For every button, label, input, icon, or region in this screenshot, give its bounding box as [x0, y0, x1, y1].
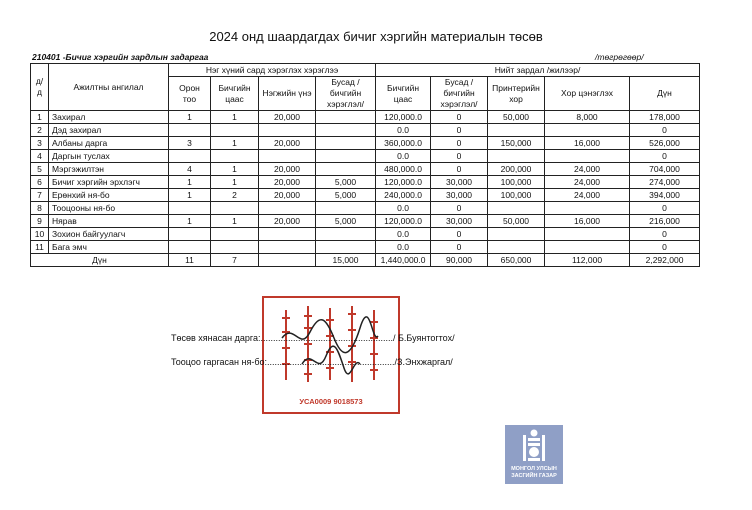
cell-t-paper: 120,000.0 — [376, 215, 431, 228]
cell-sum: 274,000 — [630, 176, 700, 189]
currency-unit: /төгрөгөөр/ — [595, 52, 644, 62]
cell-no: 8 — [31, 202, 49, 215]
header-total-other: Бусад /бичгийн хэрэглэл/ — [431, 77, 488, 111]
cell-no: 7 — [31, 189, 49, 202]
header-printer: Принтерийн хор — [488, 77, 545, 111]
cell-t-other: 30,000 — [431, 176, 488, 189]
cell-printer: 100,000 — [488, 189, 545, 202]
cell-printer: 50,000 — [488, 215, 545, 228]
official-stamp — [262, 296, 400, 414]
total-paper: 7 — [211, 254, 259, 267]
cell-count: 1 — [169, 176, 211, 189]
stamp-seal-graphic — [264, 298, 398, 398]
cell-count: 3 — [169, 137, 211, 150]
cell-count: 4 — [169, 163, 211, 176]
cell-name: Дэд захирал — [49, 124, 169, 137]
budget-subtitle: 210401 -Бичиг хэргийн зардлын задаргаа — [32, 52, 209, 62]
cell-other: 5,000 — [316, 176, 376, 189]
cell-printer: 50,000 — [488, 111, 545, 124]
cell-other — [316, 163, 376, 176]
cell-no: 3 — [31, 137, 49, 150]
cell-other — [316, 241, 376, 254]
cell-sum: 704,000 — [630, 163, 700, 176]
cell-paper: 2 — [211, 189, 259, 202]
total-printer: 650,000 — [488, 254, 545, 267]
total-t-paper: 1,440,000.0 — [376, 254, 431, 267]
header-copier: Хор цэнэглэх — [545, 77, 630, 111]
table-row — [31, 163, 700, 176]
cell-copier — [545, 150, 630, 163]
header-count: Орон тоо — [169, 77, 211, 111]
cell-name: Бага эмч — [49, 241, 169, 254]
document-title: 2024 онд шаардагдах бичиг хэргийн материалын төсөв — [209, 29, 543, 44]
table-row — [31, 241, 700, 254]
header-paper: Бичгийн цаас — [211, 77, 259, 111]
cell-sum: 0 — [630, 228, 700, 241]
header-unit-price: Нэгжийн үнэ — [259, 77, 316, 111]
logo-caption — [505, 466, 563, 480]
cell-price: 20,000 — [259, 111, 316, 124]
cell-no: 10 — [31, 228, 49, 241]
cell-sum: 216,000 — [630, 215, 700, 228]
cell-t-paper: 480,000.0 — [376, 163, 431, 176]
cell-no: 1 — [31, 111, 49, 124]
cell-no: 6 — [31, 176, 49, 189]
header-group-per-person: Нэг хүний сард хэрэглэх хэрэглээ — [169, 64, 376, 77]
cell-no: 9 — [31, 215, 49, 228]
cell-t-paper: 240,000.0 — [376, 189, 431, 202]
cell-price — [259, 202, 316, 215]
cell-t-paper: 120,000.0 — [376, 111, 431, 124]
logo-line-1: МОНГОЛ УЛСЫН — [511, 466, 557, 472]
cell-paper — [211, 202, 259, 215]
cell-t-other: 0 — [431, 163, 488, 176]
cell-no: 11 — [31, 241, 49, 254]
cell-paper — [211, 241, 259, 254]
cell-no: 5 — [31, 163, 49, 176]
cell-t-paper: 0.0 — [376, 124, 431, 137]
cell-count: 1 — [169, 111, 211, 124]
signature-prepared: Тооцоо гаргасан ня-бо:.................................................../З.Энхжаргал/ — [171, 357, 453, 367]
table-row — [31, 124, 700, 137]
cell-t-other: 30,000 — [431, 215, 488, 228]
table-row — [31, 150, 700, 163]
cell-price — [259, 124, 316, 137]
table-row — [31, 202, 700, 215]
total-price — [259, 254, 316, 267]
cell-copier: 8,000 — [545, 111, 630, 124]
cell-paper: 1 — [211, 137, 259, 150]
total-copier: 112,000 — [545, 254, 630, 267]
cell-t-other: 0 — [431, 202, 488, 215]
cell-price: 20,000 — [259, 215, 316, 228]
cell-other — [316, 202, 376, 215]
cell-t-paper: 0.0 — [376, 228, 431, 241]
cell-t-other: 30,000 — [431, 189, 488, 202]
cell-name: Захирал — [49, 111, 169, 124]
cell-other — [316, 150, 376, 163]
cell-no: 4 — [31, 150, 49, 163]
cell-copier: 16,000 — [545, 137, 630, 150]
cell-price: 20,000 — [259, 137, 316, 150]
cell-price: 20,000 — [259, 176, 316, 189]
table-body — [31, 111, 700, 254]
table-row — [31, 215, 700, 228]
cell-copier: 24,000 — [545, 176, 630, 189]
cell-other — [316, 137, 376, 150]
header-sum: Дүн — [630, 77, 700, 111]
table-row — [31, 176, 700, 189]
cell-price — [259, 241, 316, 254]
cell-other — [316, 124, 376, 137]
cell-t-other: 0 — [431, 241, 488, 254]
cell-printer: 150,000 — [488, 137, 545, 150]
cell-sum: 526,000 — [630, 137, 700, 150]
cell-name: Зохион байгуулагч — [49, 228, 169, 241]
table-row — [31, 189, 700, 202]
budget-table — [30, 63, 700, 267]
cell-no: 2 — [31, 124, 49, 137]
cell-other — [316, 228, 376, 241]
cell-paper: 1 — [211, 111, 259, 124]
cell-copier: 16,000 — [545, 215, 630, 228]
cell-paper — [211, 124, 259, 137]
cell-sum: 0 — [630, 124, 700, 137]
cell-paper: 1 — [211, 163, 259, 176]
cell-copier: 24,000 — [545, 189, 630, 202]
cell-printer — [488, 241, 545, 254]
cell-other: 5,000 — [316, 189, 376, 202]
cell-name: Ерөнхий ня-бо — [49, 189, 169, 202]
cell-name: Бичиг хэргийн эрхлэгч — [49, 176, 169, 189]
total-label: Дүн — [31, 254, 169, 267]
total-other: 15,000 — [316, 254, 376, 267]
cell-sum: 178,000 — [630, 111, 700, 124]
cell-paper — [211, 228, 259, 241]
signature-approved: Төсөв хянасан дарга:...................................................../ Б.Буянтогтох/ — [171, 333, 455, 343]
totals-row — [31, 254, 700, 267]
cell-printer — [488, 124, 545, 137]
cell-copier: 24,000 — [545, 163, 630, 176]
header-other: Бусад /бичгийн хэрэглэл/ — [316, 77, 376, 111]
total-sum: 2,292,000 — [630, 254, 700, 267]
cell-name: Тооцооны ня-бо — [49, 202, 169, 215]
cell-sum: 0 — [630, 150, 700, 163]
cell-copier — [545, 228, 630, 241]
cell-name: Даргын туслах — [49, 150, 169, 163]
cell-other: 5,000 — [316, 215, 376, 228]
cell-t-other: 0 — [431, 124, 488, 137]
total-t-other: 90,000 — [431, 254, 488, 267]
table-row — [31, 228, 700, 241]
government-logo — [505, 425, 563, 484]
cell-t-other: 0 — [431, 150, 488, 163]
cell-printer — [488, 228, 545, 241]
header-total-paper: Бичгийн цаас — [376, 77, 431, 111]
header-group-total: Нийт зардал /жилээр/ — [376, 64, 700, 77]
cell-count — [169, 228, 211, 241]
cell-t-other: 0 — [431, 111, 488, 124]
cell-count: 1 — [169, 189, 211, 202]
stamp-code: УСА0009 9018573 — [299, 397, 363, 406]
total-count: 11 — [169, 254, 211, 267]
cell-copier — [545, 241, 630, 254]
cell-copier — [545, 202, 630, 215]
cell-t-paper: 120,000.0 — [376, 176, 431, 189]
cell-price: 20,000 — [259, 189, 316, 202]
cell-t-paper: 360,000.0 — [376, 137, 431, 150]
cell-t-paper: 0.0 — [376, 202, 431, 215]
cell-count — [169, 150, 211, 163]
cell-t-paper: 0.0 — [376, 150, 431, 163]
cell-t-other: 0 — [431, 137, 488, 150]
cell-sum: 394,000 — [630, 189, 700, 202]
cell-printer: 100,000 — [488, 176, 545, 189]
cell-other — [316, 111, 376, 124]
cell-printer — [488, 202, 545, 215]
header-position: Ажилтны ангилал — [49, 64, 169, 111]
cell-price — [259, 150, 316, 163]
cell-printer — [488, 150, 545, 163]
header-index: д/д — [31, 64, 49, 111]
table-row — [31, 111, 700, 124]
cell-printer: 200,000 — [488, 163, 545, 176]
cell-sum: 0 — [630, 241, 700, 254]
cell-count — [169, 241, 211, 254]
cell-count — [169, 124, 211, 137]
cell-name: Мэргэжилтэн — [49, 163, 169, 176]
soyombo-icon — [505, 425, 563, 465]
cell-price: 20,000 — [259, 163, 316, 176]
cell-price — [259, 228, 316, 241]
cell-copier — [545, 124, 630, 137]
cell-paper — [211, 150, 259, 163]
logo-line-2: ЗАСГИЙН ГАЗАР — [511, 473, 557, 479]
cell-count: 1 — [169, 215, 211, 228]
cell-paper: 1 — [211, 176, 259, 189]
cell-count — [169, 202, 211, 215]
cell-t-paper: 0.0 — [376, 241, 431, 254]
cell-name: Нярав — [49, 215, 169, 228]
cell-sum: 0 — [630, 202, 700, 215]
cell-name: Албаны дарга — [49, 137, 169, 150]
table-row — [31, 137, 700, 150]
cell-t-other: 0 — [431, 228, 488, 241]
cell-paper: 1 — [211, 215, 259, 228]
